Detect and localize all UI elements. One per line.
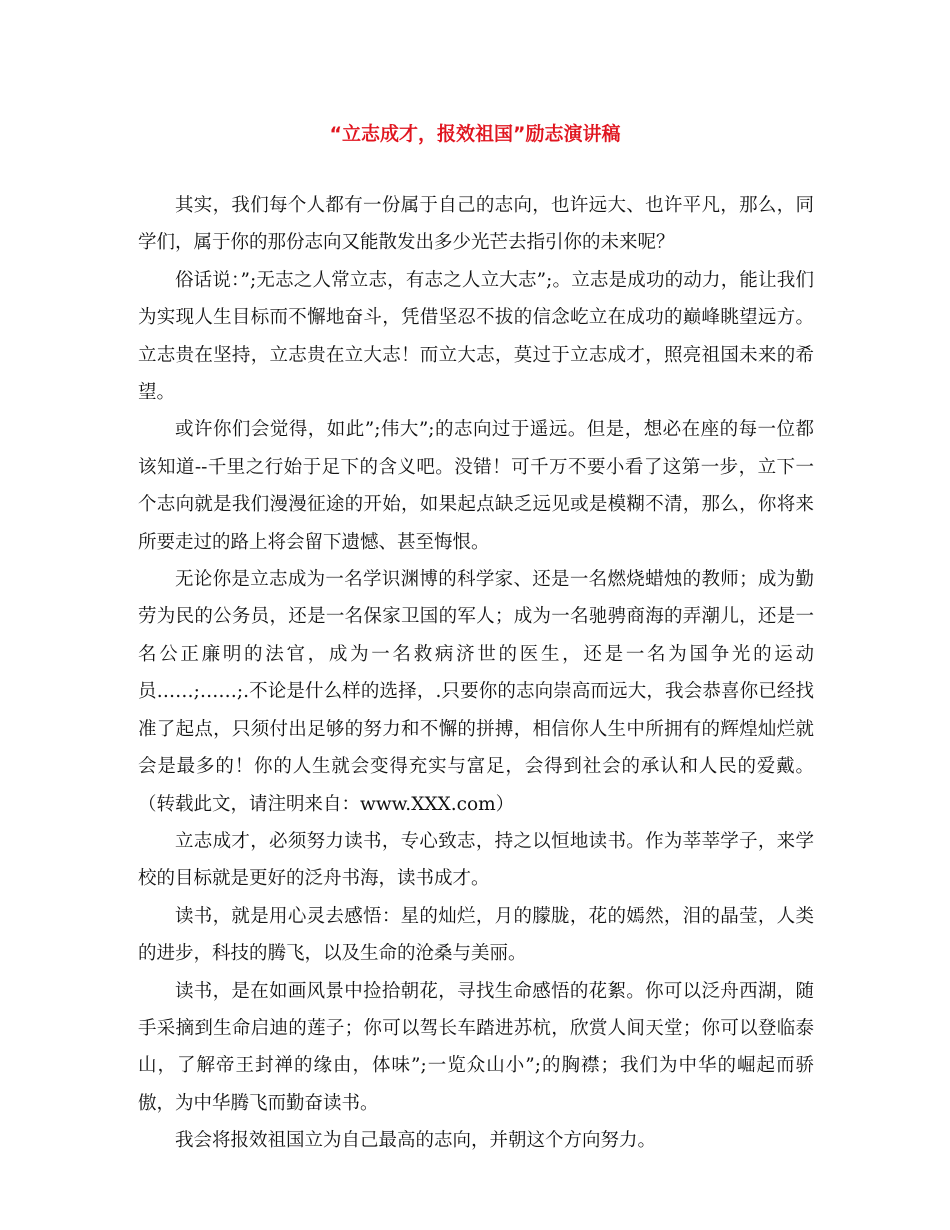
paragraph-7: 读书，是在如画风景中捡拾朝花，寻找生命感悟的花絮。你可以泛舟西湖，随手采摘到生命启迪的莲子；你可以驾长车踏进苏杭，欣赏人间天堂；你可以登临泰山，了解帝王封禅的缘由，体味”;一览众山小”;的胸襟；我们为中华的崛起而骄傲，为中华腾飞而勤奋读书。 [138,980,814,1114]
paragraph-3: 或许你们会觉得，如此”;伟大”;的志向过于遥远。但是，想必在座的每一位都该知道--千里之行始于足下的含义吧。没错！可千万不要小看了这第一步，立下一个志向就是我们漫漫征途的开始，如果起点缺乏远见或是模糊不清，那么，你将来所要走过的路上将会留下遗憾、甚至悔恨。 [138,419,814,553]
paragraph-8: 我会将报效祖国立为自己最高的志向，并朝这个方向努力。 [175,1130,657,1152]
document-title: “立志成才，报效祖国”励志演讲稿 [329,123,621,145]
paragraph-1: 其实，我们每个人都有一份属于自己的志向，也许远大、也许平凡，那么，同学们，属于你的那份志向又能散发出多少光芒去指引你的未来呢？ [138,195,814,254]
document-body [138,187,814,1160]
paragraph-5: 立志成才，必须努力读书，专心致志，持之以恒地读书。作为莘莘学子，来学校的目标就是更好的泛舟书海，读书成才。 [138,830,814,890]
paragraph-6: 读书，就是用心灵去感悟：星的灿烂，月的朦胧，花的嫣然，泪的晶莹，人类的进步，科技的腾飞，以及生命的沧桑与美丽。 [138,905,814,965]
paragraph-4: 无论你是立志成为一名学识渊博的科学家、还是一名燃烧蜡烛的教师；成为勤劳为民的公务员，还是一名保家卫国的军人；成为一名驰骋商海的弄潮儿，还是一名公正廉明的法官，成为一名救病济世的医生，还是一名为国争光的运动员……;……;.不论是什么样的选择，.只要你的志向崇高而远大，我会恭喜你已经找准了起点，只须付出足够的努力和不懈的拼搏，相信你人生中所拥有的辉煌灿烂就会是最多的！你的人生就会变得充实与富足，会得到社会的承认和人民的爱戴。 （转载此文，请注明来自：www.XXX.com） [138,569,814,815]
paragraph-2: 俗话说：”;无志之人常立志，有志之人立大志”;。立志是成功的动力，能让我们为实现人生目标而不懈地奋斗，凭借坚忍不拔的信念屹立在成功的巅峰眺望远方。立志贵在坚持，立志贵在立大志！而立大志，莫过于立志成才，照亮祖国未来的希望。 [138,269,814,404]
